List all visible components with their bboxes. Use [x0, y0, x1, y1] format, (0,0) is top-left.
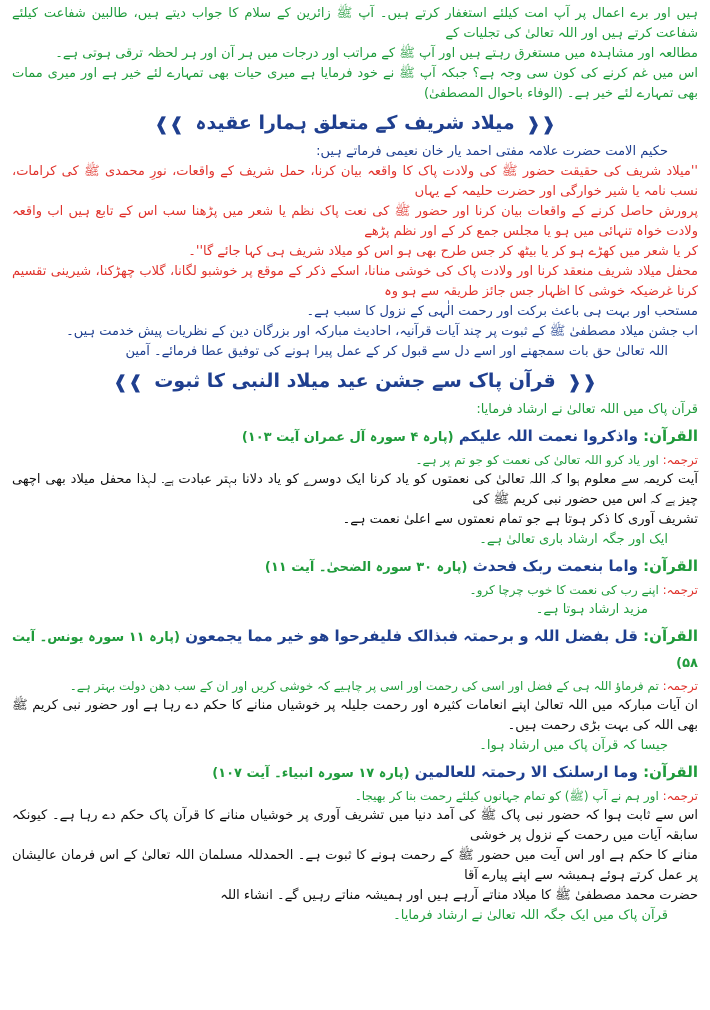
- sec1-next: ایک اور جگہ ارشاد باری تعالیٰ ہے۔: [479, 532, 668, 547]
- sec4-ref: (پارہ ۱۷ سورہ انبیاء۔ آیت ۱۰۷): [212, 766, 410, 781]
- sec2-quran-line: [12, 554, 698, 580]
- sec2-ayah: واما بنعمت ربک فحدث: [472, 557, 638, 575]
- sec4-ayah: وما ارسلنک الا رحمتہ للعالمین: [414, 763, 638, 781]
- sec2-translation: [12, 580, 698, 600]
- sec2-trans-text: اپنے رب کی نعمت کا خوب چرچا کرو۔: [469, 583, 659, 597]
- ornament-left-icon: ❱❱: [154, 114, 185, 135]
- heading-quran-proof-text: قرآن پاک سے جشن عید میلاد النبی کا ثبوت: [154, 370, 556, 392]
- aqeedah-line-1: حکیم الامت حضرت علامہ مفتی احمد یار خان نعیمی فرماتے ہیں:: [316, 144, 668, 159]
- intro-line-2: مطالعہ اور مشاہدہ میں مستغرق رہتے ہیں اور آپ ﷺ کے مراتب اور درجات میں ہر آن اور ہر لحظہ ترقی ہوتی ہے۔: [55, 46, 698, 61]
- heading-quran-proof: [12, 368, 698, 394]
- sec1-trans-text: اور یاد کرو اللہ تعالیٰ کی نعمت کو جو تم پر ہے۔: [415, 453, 659, 467]
- sec4-next: قرآن پاک میں ایک جگہ اللہ تعالیٰ نے ارشاد فرمایا۔: [393, 908, 668, 923]
- sec1-quran-label: القرآن:: [643, 427, 698, 445]
- intro-line-3: اس میں غم کرنے کی کون سی وجہ ہے؟ جبکہ آپ ﷺ نے خود فرمایا ہے میری حیات بھی تمہارے لئے خیر ہے اور میری ممات بھی تمہارے لئے خیر ہے۔ (الوفاء باحوال المصطفیٰ): [12, 66, 698, 101]
- sec3-quran-line: [12, 624, 698, 676]
- sec1-para-2: تشریف آوری کا ذکر ہوتا ہے جو تمام نعمتوں سے اعلیٰ نعمت ہے۔: [342, 512, 698, 527]
- heading-aqeedah-text: میلاد شریف کے متعلق ہمارا عقیدہ: [195, 112, 515, 134]
- sec1-ayah: واذکروا نعمت اللہ علیکم: [458, 427, 638, 445]
- aqeedah-line-5: محفل میلاد شریف منعقد کرنا اور ولادت پاک کی خوشی منانا، اسکے ذکر کے موقع پر خوشبو لگانا، گلاب چھڑکنا، شیرینی تقسیم کرنا غرضیکہ خوشی کا اظہار جس جائز طریقہ سے ہو وہ: [12, 264, 698, 299]
- sec3-para-1: ان آیات مبارکہ میں اللہ تعالیٰ اپنے انعامات کثیرہ اور رحمت جلیلہ پر خوشیاں منانے کا حکم دے رہا ہے اور حضور نبی کریم ﷺ بھی اللہ کی بہت بڑی رحمت ہیں۔: [12, 698, 698, 733]
- sec4-trans-text: اور ہم نے آپ (ﷺ) کو تمام جہانوں کیلئے رحمت بنا کر بھیجا۔: [354, 789, 659, 803]
- sec3-trans-text: تم فرماؤ اللہ ہی کے فضل اور اسی کی رحمت اور اسی پر چاہیے کہ خوشی کریں اور ان کے سب دھن دولت بہتر ہے۔: [69, 679, 659, 693]
- ornament-right-icon: ❰❰: [566, 372, 597, 393]
- sec3-trans-label: ترجمہ:: [662, 679, 698, 693]
- sec2-next: مزید ارشاد ہوتا ہے۔: [535, 602, 648, 617]
- sec1-translation: [12, 450, 698, 470]
- sec2-ref: (پارہ ۳۰ سورہ الضحیٰ۔ آیت ۱۱): [264, 560, 468, 575]
- sec3-quran-label: القرآن:: [643, 627, 698, 645]
- sec2-trans-label: ترجمہ:: [662, 583, 698, 597]
- aqeedah-line-4: کر یا شعر میں کھڑے ہو کر یا بیٹھ کر جس طرح بھی ہو اس کو میلاد شریف ہی کہا جائے گا''۔: [188, 244, 698, 259]
- aqeedah-line-7: اب جشن میلاد مصطفیٰ ﷺ کے ثبوت پر چند آیات قرآنیہ، احادیث مبارکہ اور بزرگان دین کے نظریات پیش خدمت ہیں۔: [66, 324, 698, 339]
- sec4-quran-label: القرآن:: [643, 763, 698, 781]
- sec1-trans-label: ترجمہ:: [662, 453, 698, 467]
- sec4-trans-label: ترجمہ:: [662, 789, 698, 803]
- sec3-ref: (پارہ ۱۱ سورہ یونس۔ آیت ۵۸): [12, 630, 698, 671]
- aqeedah-line-2: ''میلاد شریف کی حقیقت حضور ﷺ کی ولادت پاک کا واقعہ بیان کرنا، حمل شریف کے واقعات، نورِ محمدی ﷺ کی کرامات، نسب نامہ یا شیر خوارگی اور حضرت حلیمہ کے یہاں: [12, 164, 698, 199]
- sec4-para-1: اس سے ثابت ہوا کہ حضور نبی پاک ﷺ کی آمد دنیا میں تشریف آوری پر خوشیاں منانے کا قرآن پاک حکم دے رہا ہے۔ کیونکہ سابقہ آیات میں رحمت کے نزول پر خوشی: [12, 808, 698, 843]
- sec1-intro: قرآن پاک میں اللہ تعالیٰ نے ارشاد فرمایا:: [476, 402, 698, 417]
- sec3-ayah: قل بفضل اللہ و برحمتہ فبذالک فلیفرحوا ھو خیر مما یجمعون: [185, 627, 638, 645]
- ornament-right-icon: ❰❰: [525, 114, 556, 135]
- sec1-ref: (پارہ ۴ سورہ آل عمران آیت ۱۰۳): [241, 430, 454, 445]
- heading-aqeedah: [12, 110, 698, 136]
- sec1-para-1: آیت کریمہ سے معلوم ہوا کہ اللہ تعالیٰ کی نعمتوں کو یاد کرنا ایک دوسرے کو یاد دلانا بہتر عبادت ہے۔ لہذا محفل میلاد بھی اچھی چیز ہے کہ اس میں حضور نبی کریم ﷺ کی: [12, 472, 698, 507]
- aqeedah-line-6: مستحب اور بہت ہی باعث برکت اور رحمت الٰہی کے نزول کا سبب ہے۔: [306, 304, 698, 319]
- intro-line-1: ہیں اور برے اعمال پر آپ امت کیلئے استغفار کرتے ہیں۔ آپ ﷺ زائرین کے سلام کا جواب دیتے ہیں، طالبین شفاعت کیلئے شفاعت کرتے ہیں اور اللہ تعالیٰ کی تجلیات کے: [12, 6, 698, 41]
- aqeedah-line-8: اللہ تعالیٰ حق بات سمجھنے اور اسے دل سے قبول کر کے عمل پیرا ہونے کی توفیق عطا فرمائے۔ آمین: [125, 344, 668, 359]
- aqeedah-line-3: پرورش حاصل کرنے کے واقعات بیان کرنا اور حضور ﷺ کی نعت پاک نظم یا شعر میں پڑھنا سب اس کے تابع ہیں اب واقعہ ولادت خواہ تنہائی میں ہو یا مجلس جمع کر کے اور نظم پڑھے: [12, 204, 698, 239]
- sec4-translation: [12, 786, 698, 806]
- sec3-next: جیسا کہ قرآن پاک میں ارشاد ہوا۔: [479, 738, 668, 753]
- sec3-translation: [12, 676, 698, 696]
- sec2-quran-label: القرآن:: [643, 557, 698, 575]
- sec4-quran-line: [12, 760, 698, 786]
- ornament-left-icon: ❱❱: [113, 372, 144, 393]
- sec1-quran-line: [12, 424, 698, 450]
- sec4-para-2: منانے کا حکم ہے اور اس آیت میں حضور ﷺ کے رحمت ہونے کا ثبوت ہے۔ الحمدللہ مسلمان اللہ تعالیٰ کے اس فرمان عالیشان پر عمل کرتے ہوئے ہمیشہ سے اپنے پیارے آقا: [12, 848, 698, 883]
- sec4-para-3: حضرت محمد مصطفیٰ ﷺ کا میلاد مناتے آرہے ہیں اور ہمیشہ مناتے رہیں گے۔ انشاء اللہ: [220, 888, 698, 903]
